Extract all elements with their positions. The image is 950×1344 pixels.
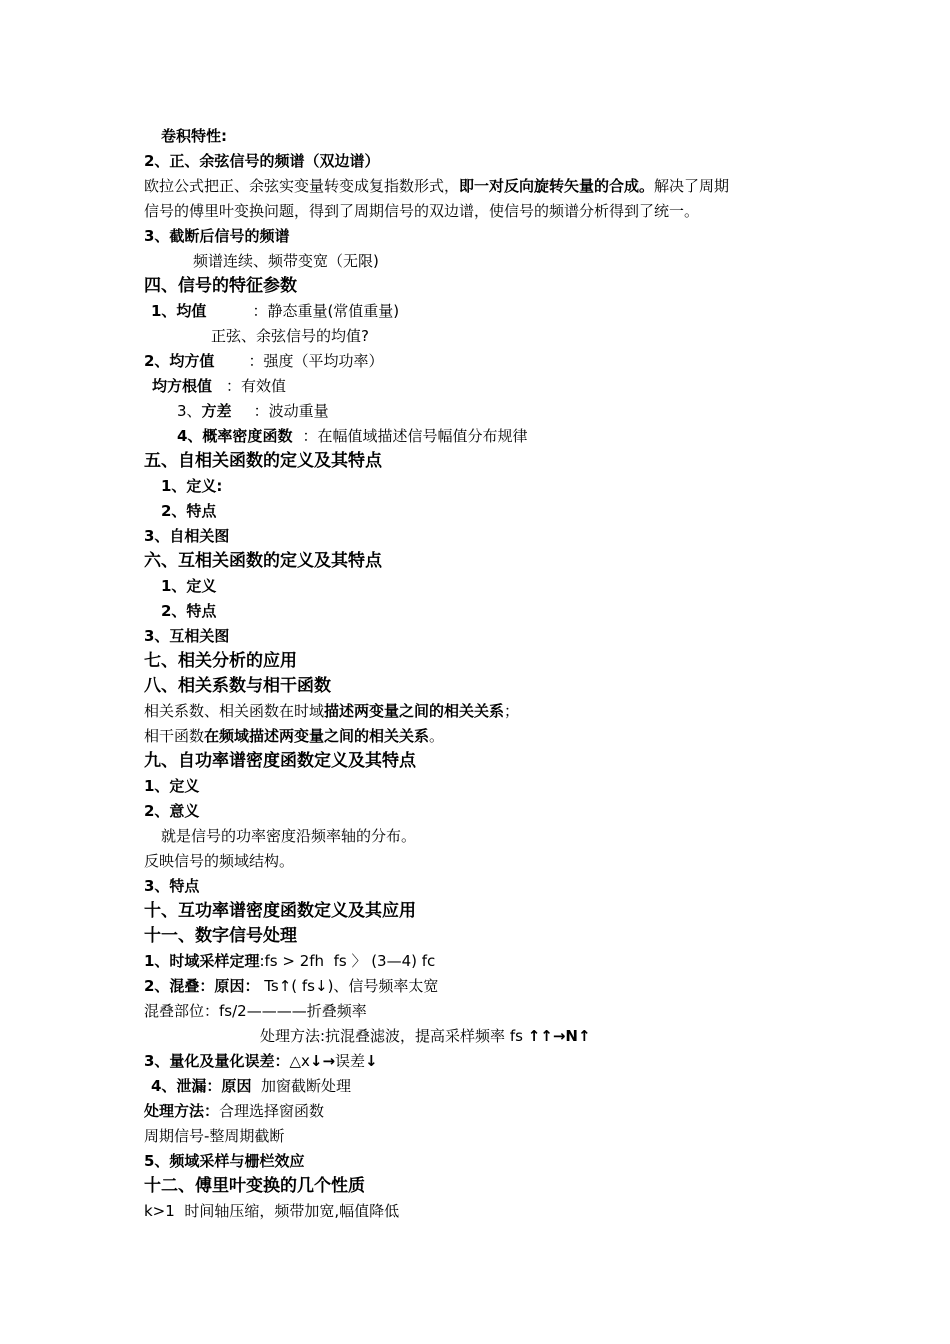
subsection-heading: 2、意义 <box>144 802 200 820</box>
chapter-heading: 十、互功率谱密度函数定义及其应用 <box>144 901 416 921</box>
paragraph-line: 相关系数、相关函数在时域描述两变量之间的相关关系； <box>144 702 520 720</box>
section-heading: 3、截断后信号的频谱 <box>144 227 290 245</box>
body-text: k>1 时间轴压缩，频带加宽,幅值降低 <box>144 1202 400 1220</box>
param-line: 4、概率密度函数 ：在幅值域描述信号幅值分布规律 <box>177 427 528 445</box>
subsection-heading: 1、定义 <box>144 777 200 795</box>
body-text: 反映信号的频域结构。 <box>144 852 295 870</box>
aliasing-line: 2、混叠：原因： Ts↑( fs↓)、信号频率太宽 <box>144 977 439 995</box>
body-text: 处理方法：合理选择窗函数 <box>144 1102 325 1120</box>
body-text: 混叠部位：fs/2————折叠频率 <box>144 1002 367 1020</box>
paragraph-line: 欧拉公式把正、余弦实变量转变成复指数形式，即一对反向旋转矢量的合成。解决了周期 <box>144 177 730 195</box>
convolution-property-label: 卷积特性: <box>161 127 227 145</box>
subsection-heading: 2、特点 <box>161 602 217 620</box>
section-heading: 2、正、余弦信号的频谱（双边谱） <box>144 152 380 170</box>
param-line: 1、均值 ：静态重量(常值重量) <box>151 302 400 320</box>
body-text: 就是信号的功率密度沿频率轴的分布。 <box>161 827 417 845</box>
body-text: 正弦、余弦信号的均值? <box>211 327 369 345</box>
param-line: 均方根值 ：有效值 <box>152 377 287 395</box>
paragraph-line: 相干函数在频域描述两变量之间的相关关系。 <box>144 727 445 745</box>
param-line: 3、方差 ：波动重量 <box>177 402 329 420</box>
subsection-heading: 2、特点 <box>161 502 217 520</box>
chapter-heading: 四、信号的特征参数 <box>144 276 297 296</box>
sampling-theorem-line: 1、时域采样定理:fs > 2fh fs 〉 (3—4) fc <box>144 952 436 970</box>
chapter-heading: 六、互相关函数的定义及其特点 <box>144 551 382 571</box>
paragraph-line: 信号的傅里叶变换问题，得到了周期信号的双边谱，使信号的频谱分析得到了统一。 <box>144 202 700 220</box>
subsection-heading: 3、自相关图 <box>144 527 230 545</box>
chapter-heading: 八、相关系数与相干函数 <box>144 676 331 696</box>
leakage-line: 4、泄漏：原因 加窗截断处理 <box>151 1077 351 1095</box>
chapter-heading: 十一、数字信号处理 <box>144 926 297 946</box>
subsection-heading: 1、定义: <box>161 477 223 495</box>
param-line: 2、均方值 ：强度（平均功率） <box>144 352 384 370</box>
body-text: 频谱连续、频带变宽（无限) <box>193 252 379 270</box>
chapter-heading: 五、自相关函数的定义及其特点 <box>144 451 382 471</box>
body-text: 处理方法:抗混叠滤波，提高采样频率 fs ↑↑→N↑ <box>260 1027 591 1045</box>
subsection-heading: 5、频域采样与栅栏效应 <box>144 1152 305 1170</box>
chapter-heading: 九、自功率谱密度函数定义及其特点 <box>144 751 416 771</box>
subsection-heading: 1、定义 <box>161 577 217 595</box>
subsection-heading: 3、互相关图 <box>144 627 230 645</box>
chapter-heading: 十二、傅里叶变换的几个性质 <box>144 1176 365 1196</box>
chapter-heading: 七、相关分析的应用 <box>144 651 297 671</box>
body-text: 周期信号-整周期截断 <box>144 1127 285 1145</box>
subsection-heading: 3、特点 <box>144 877 200 895</box>
quantization-line: 3、量化及量化误差：△x↓→误差↓ <box>144 1052 378 1070</box>
